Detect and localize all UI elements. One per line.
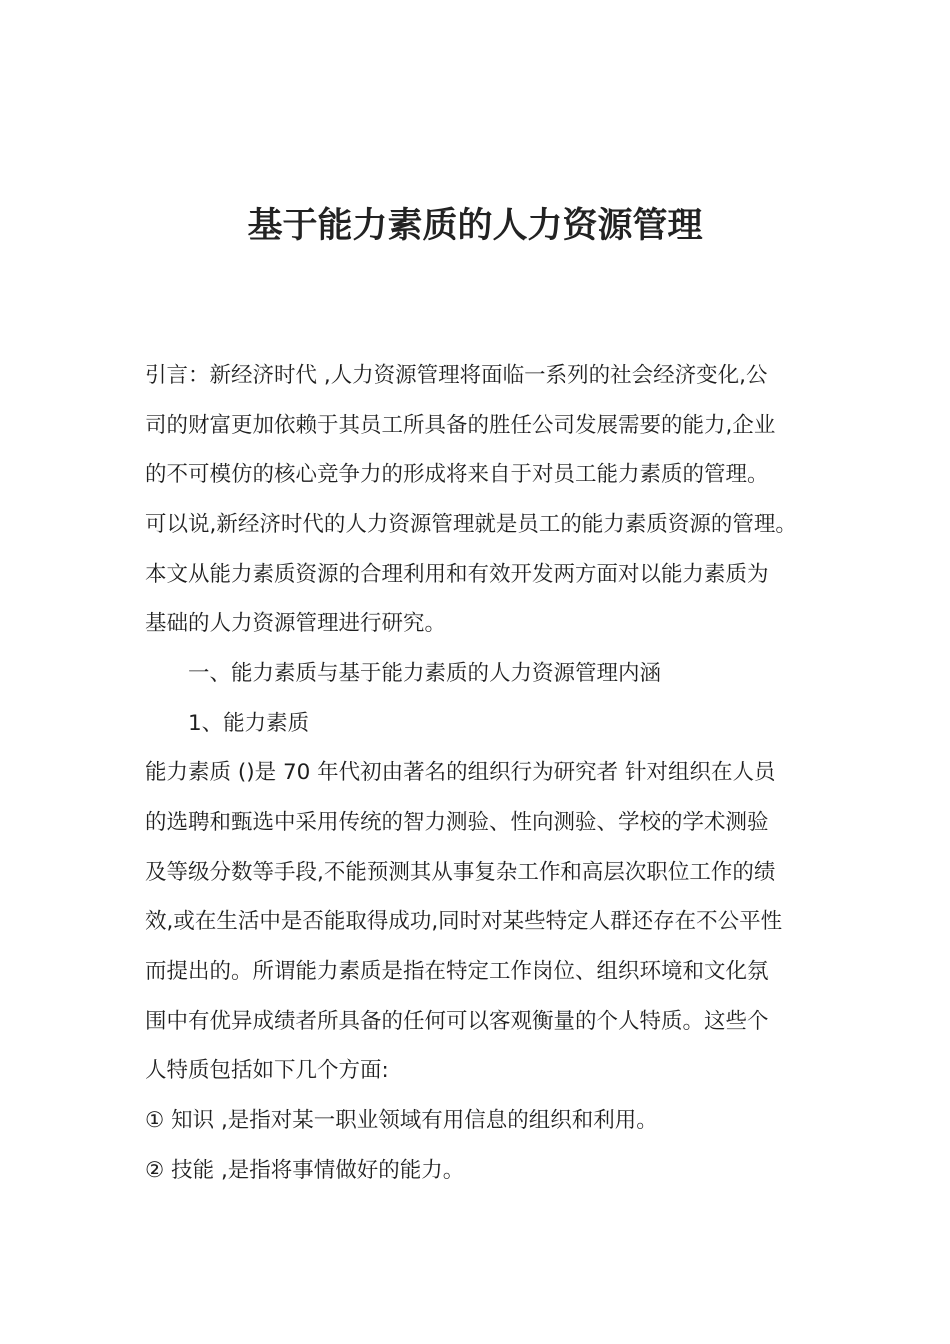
list-item: ② 技能 ,是指将事情做好的能力。 [145,1158,465,1183]
paragraph-line: 围中有优异成绩者所具备的任何可以客观衡量的个人特质。这些个 [145,1009,769,1034]
paragraph-line: 的选聘和甄选中采用传统的智力测验、性向测验、学校的学术测验 [145,810,769,835]
paragraph-line: 基础的人力资源管理进行研究。 [145,611,447,636]
paragraph-line: 本文从能力素质资源的合理利用和有效开发两方面对以能力素质为 [145,562,769,587]
subsection-heading: 1、能力素质 [188,711,310,736]
paragraph-line: 引言：新经济时代 ,人力资源管理将面临一系列的社会经济变化,公 [145,363,768,388]
list-item: ① 知识 ,是指对某一职业领域有用信息的组织和利用。 [145,1108,658,1133]
paragraph-line: 人特质包括如下几个方面: [145,1058,389,1083]
paragraph-line: 能力素质 ()是 70 年代初由著名的组织行为研究者 针对组织在人员 [145,760,776,785]
document-title: 基于能力素质的人力资源管理 [247,206,703,246]
paragraph-line: 效,或在生活中是否能取得成功,同时对某些特定人群还存在不公平性 [145,909,783,934]
paragraph-line: 的不可模仿的核心竞争力的形成将来自于对员工能力素质的管理。 [145,462,769,487]
paragraph-line: 可以说,新经济时代的人力资源管理就是员工的能力素质资源的管理。 [145,512,797,537]
section-heading: 一、能力素质与基于能力素质的人力资源管理内涵 [188,661,662,686]
paragraph-line: 司的财富更加依赖于其员工所具备的胜任公司发展需要的能力,企业 [145,413,776,438]
paragraph-line: 而提出的。所谓能力素质是指在特定工作岗位、组织环境和文化氛 [145,959,769,984]
paragraph-line: 及等级分数等手段,不能预测其从事复杂工作和高层次职位工作的绩 [145,860,776,885]
